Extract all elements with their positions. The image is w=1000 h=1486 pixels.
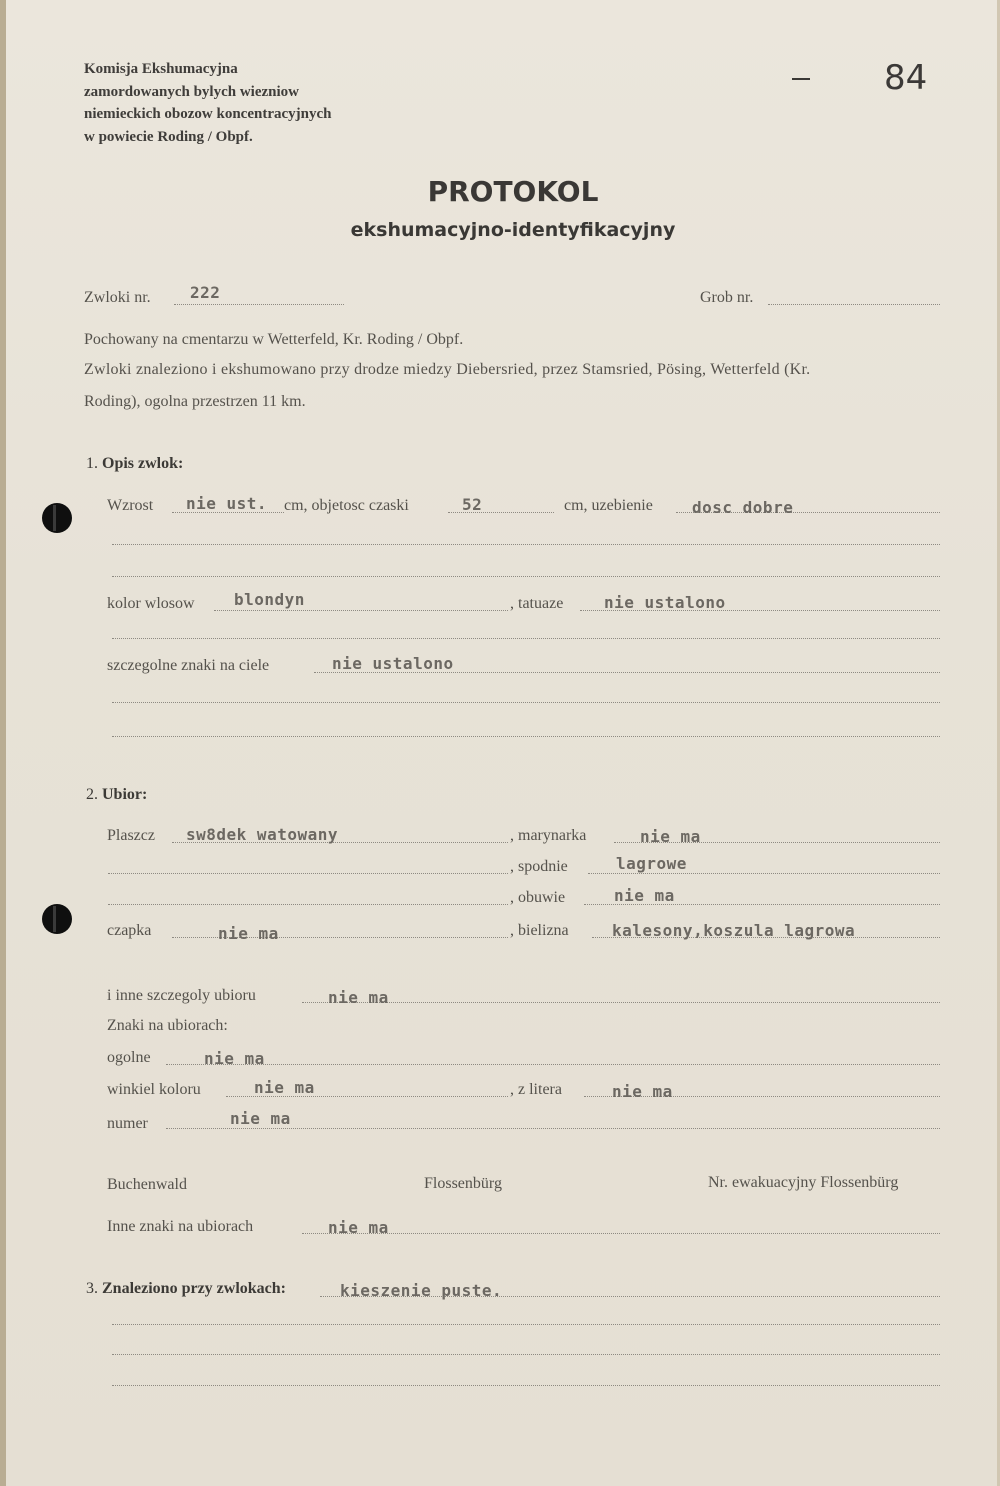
spodnie-line	[588, 873, 940, 874]
buchenwald-label: Buchenwald	[107, 1176, 187, 1193]
numer-label: numer	[107, 1115, 148, 1132]
znaki-label: szczegolne znaki na ciele	[107, 657, 270, 674]
plaszcz-value: sw8dek watowany	[186, 825, 338, 844]
zwloki-label: Zwloki nr.	[84, 289, 151, 306]
section-number: 2.	[86, 786, 98, 803]
zwloki-line	[174, 304, 344, 305]
numer-line	[166, 1128, 940, 1129]
inne-szczegoly-value: nie ma	[328, 988, 389, 1007]
obuwie-label: , obuwie	[510, 889, 566, 906]
uzebienie-value: dosc dobre	[692, 498, 794, 517]
org-line: zamordowanych bylych wiezniow	[84, 83, 299, 100]
numer-value: nie ma	[230, 1109, 291, 1128]
grob-line	[768, 304, 940, 305]
section-3-value: kieszenie puste.	[340, 1281, 503, 1300]
inne-znaki-value: nie ma	[328, 1218, 389, 1237]
section-title: Znaleziono przy zwlokach:	[102, 1280, 286, 1297]
bielizna-label: , bielizna	[510, 922, 569, 939]
section-number: 1.	[86, 455, 98, 472]
znaki-value: nie ustalono	[332, 654, 454, 673]
spodnie-value: lagrowe	[616, 854, 687, 873]
inne-znaki-label: Inne znaki na ubiorach	[107, 1218, 254, 1235]
czaszka-value: 52	[462, 495, 483, 514]
litera-value: nie ma	[612, 1082, 673, 1101]
org-line: niemieckich obozow koncentracyjnych	[84, 106, 332, 122]
tatuaze-value: nie ustalono	[604, 593, 726, 612]
zwloki-value: 222	[190, 283, 221, 302]
winkiel-label: winkiel koloru	[107, 1081, 201, 1098]
plaszcz-label: Plaszcz	[107, 827, 155, 844]
ogolne-label: ogolne	[107, 1049, 151, 1066]
dash-mark	[792, 78, 810, 80]
section-title: Ubior:	[102, 786, 148, 803]
section-3-heading	[86, 1280, 286, 1298]
czapka-value: nie ma	[218, 924, 279, 943]
blank-line	[112, 736, 940, 737]
flossenburg-label: Flossenbürg	[424, 1175, 502, 1192]
tatuaze-label: , tatuaze	[510, 595, 564, 612]
kolor-label: kolor wlosow	[107, 595, 195, 612]
org-line: w powiecie Roding / Obpf.	[84, 128, 253, 145]
uzebienie-label: cm, uzebienie	[564, 497, 653, 514]
section-number: 3.	[86, 1280, 98, 1297]
section-2-heading	[86, 786, 147, 804]
blank-line	[112, 1385, 940, 1386]
marynarka-value: nie ma	[640, 827, 701, 846]
inne-szczegoly-line	[302, 1002, 940, 1003]
marynarka-label: , marynarka	[510, 827, 587, 844]
wzrost-label: Wzrost	[107, 497, 154, 514]
blank-line	[108, 904, 508, 905]
kolor-line	[214, 610, 508, 611]
ogolne-line	[166, 1064, 940, 1065]
punch-hole	[42, 904, 72, 934]
blank-line	[108, 873, 508, 874]
org-line: Komisja Ekshumacyjna	[84, 61, 238, 77]
spodnie-label: , spodnie	[510, 858, 568, 875]
found-text-line: Roding), ogolna przestrzen 11 km.	[84, 393, 306, 410]
obuwie-value: nie ma	[614, 886, 675, 905]
blank-line	[112, 638, 940, 639]
org-block	[84, 58, 331, 148]
page-number: 84	[884, 58, 928, 98]
wzrost-unit: cm, objetosc czaski	[284, 497, 409, 514]
document-title: PROTOKOL	[427, 175, 599, 208]
kolor-value: blondyn	[234, 590, 305, 609]
znaki-ubior-label: Znaki na ubiorach:	[107, 1017, 228, 1034]
blank-line	[112, 702, 940, 703]
litera-label: , z litera	[510, 1081, 562, 1098]
winkiel-value: nie ma	[254, 1078, 315, 1097]
punch-hole	[42, 503, 72, 533]
bielizna-value: kalesony,koszula lagrowa	[612, 921, 856, 940]
inne-szczegoly-label: i inne szczegoly ubioru	[107, 987, 256, 1004]
ewakuacyjny-label: Nr. ewakuacyjny Flossenbürg	[708, 1174, 899, 1191]
section-1-heading	[86, 455, 183, 473]
grob-label: Grob nr.	[700, 289, 754, 306]
blank-line	[112, 576, 940, 577]
blank-line	[112, 1324, 940, 1325]
section-title: Opis zwlok:	[102, 455, 184, 472]
found-text-line: Zwloki znaleziono i ekshumowano przy drodze miedzy Diebersried, przez Stamsried, Pösing, Wetterfeld (Kr.	[84, 361, 811, 378]
czapka-label: czapka	[107, 922, 152, 939]
wzrost-value: nie ust.	[186, 494, 268, 513]
blank-line	[112, 1354, 940, 1355]
burial-text: Pochowany na cmentarzu w Wetterfeld, Kr. Roding / Obpf.	[84, 331, 464, 348]
inne-znaki-line	[302, 1233, 940, 1234]
document-subtitle: ekshumacyjno-identyfikacyjny	[350, 219, 676, 241]
ogolne-value: nie ma	[204, 1049, 265, 1068]
blank-line	[112, 544, 940, 545]
